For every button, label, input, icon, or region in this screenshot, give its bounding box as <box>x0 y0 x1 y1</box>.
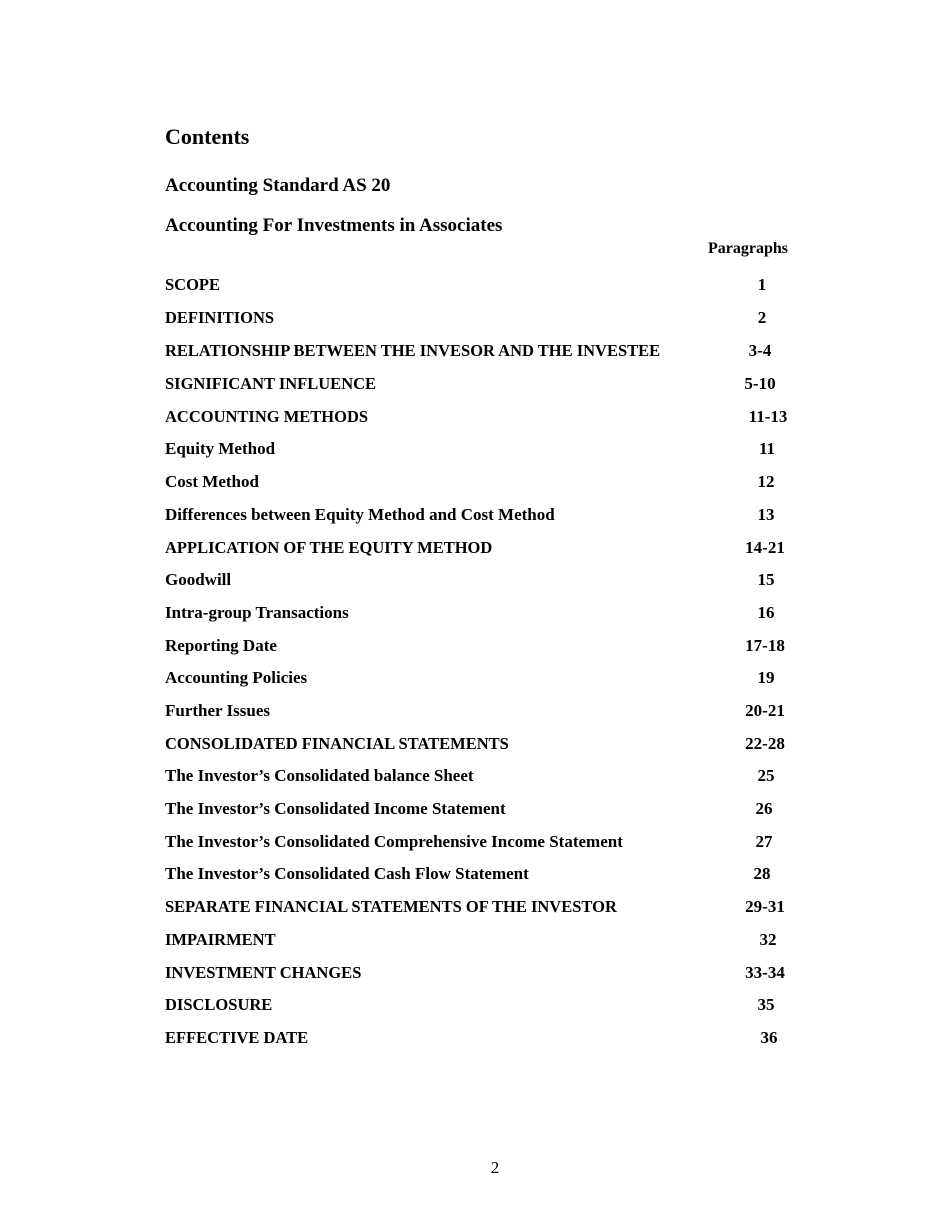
toc-entry-label: Accounting Policies <box>165 668 308 687</box>
toc-entry-label: Intra-group Transactions <box>165 603 349 622</box>
toc-row[interactable] <box>165 830 865 856</box>
toc-row[interactable] <box>165 634 865 660</box>
toc-row[interactable] <box>165 797 865 823</box>
toc-row[interactable] <box>165 699 865 725</box>
toc-entry-label: Cost Method <box>165 472 259 491</box>
toc-entry-label: SEPARATE FINANCIAL STATEMENTS OF THE INVESTOR <box>165 897 617 916</box>
toc-entry-paragraphs: 5-10 <box>744 374 776 393</box>
toc-entry-paragraphs: 25 <box>757 766 775 785</box>
toc-entry-label: RELATIONSHIP BETWEEN THE INVESOR AND THE INVESTEE <box>165 341 661 360</box>
toc-entry-paragraphs: 35 <box>757 995 775 1014</box>
toc-row[interactable] <box>165 405 865 431</box>
toc-entry-paragraphs: 32 <box>759 930 777 949</box>
toc-entry-paragraphs: 15 <box>757 570 775 589</box>
toc-entry-paragraphs: 22-28 <box>745 734 785 753</box>
toc-entry-paragraphs: 11 <box>758 439 776 458</box>
toc-row[interactable] <box>165 895 865 921</box>
toc-row[interactable] <box>165 536 865 562</box>
toc-entry-label: DISCLOSURE <box>165 995 273 1014</box>
toc-entry-paragraphs: 12 <box>757 472 775 491</box>
toc-entry-label: IMPAIRMENT <box>165 930 276 949</box>
toc-row[interactable] <box>165 961 865 987</box>
toc-entry-paragraphs: 36 <box>760 1028 778 1047</box>
toc-entry-label: ACCOUNTING METHODS <box>165 407 369 426</box>
toc-entry-label: Equity Method <box>165 439 276 458</box>
toc-row[interactable] <box>165 862 865 888</box>
toc-entry-label: INVESTMENT CHANGES <box>165 963 362 982</box>
toc-entry-paragraphs: 2 <box>757 308 767 327</box>
toc-entry-paragraphs: 26 <box>755 799 773 818</box>
toc-entry-label: Reporting Date <box>165 636 277 655</box>
toc-row[interactable] <box>165 764 865 790</box>
toc-entry-paragraphs: 17-18 <box>745 636 785 655</box>
toc-entry-paragraphs: 3-4 <box>748 341 772 360</box>
toc-row[interactable] <box>165 470 865 496</box>
toc-entry-label: SCOPE <box>165 275 221 294</box>
toc-row[interactable] <box>165 306 865 332</box>
toc-entry-label: CONSOLIDATED FINANCIAL STATEMENTS <box>165 734 509 753</box>
toc-row[interactable] <box>165 928 865 954</box>
toc-entry-paragraphs: 11-13 <box>748 407 788 426</box>
toc-entry-paragraphs: 1 <box>757 275 767 294</box>
paragraphs-column-header: Paragraphs <box>708 240 788 257</box>
toc-entry-label: Goodwill <box>165 570 232 589</box>
subject-title: Accounting For Investments in Associates <box>165 215 503 236</box>
contents-title: Contents <box>165 124 250 149</box>
toc-entry-label: EFFECTIVE DATE <box>165 1028 309 1047</box>
toc-entry-paragraphs: 14-21 <box>745 538 785 557</box>
toc-entry-paragraphs: 29-31 <box>745 897 785 916</box>
toc-entry-label: The Investor’s Consolidated Cash Flow Statement <box>165 864 529 883</box>
toc-entry-label: DEFINITIONS <box>165 308 275 327</box>
toc-entry-label: Differences between Equity Method and Cost Method <box>165 505 555 524</box>
toc-entry-label: Further Issues <box>165 701 270 720</box>
toc-entry-label: The Investor’s Consolidated Income Statement <box>165 799 506 818</box>
toc-entry-paragraphs: 19 <box>757 668 775 687</box>
toc-row[interactable] <box>165 568 865 594</box>
toc-row[interactable] <box>165 273 865 299</box>
standard-title: Accounting Standard AS 20 <box>165 175 391 196</box>
toc-row[interactable] <box>165 339 865 365</box>
toc-entry-paragraphs: 28 <box>753 864 771 883</box>
toc-entry-label: The Investor’s Consolidated Comprehensive Income Statement <box>165 832 623 851</box>
toc-row[interactable] <box>165 437 865 463</box>
toc-entry-label: APPLICATION OF THE EQUITY METHOD <box>165 538 493 557</box>
toc-row[interactable] <box>165 666 865 692</box>
toc-entry-paragraphs: 33-34 <box>745 963 785 982</box>
toc-entry-paragraphs: 16 <box>757 603 775 622</box>
page-number: 2 <box>490 1158 500 1177</box>
toc-entry-paragraphs: 20-21 <box>745 701 785 720</box>
toc-entry-label: SIGNIFICANT INFLUENCE <box>165 374 377 393</box>
toc-row[interactable] <box>165 372 865 398</box>
toc-entry-paragraphs: 13 <box>757 505 775 524</box>
toc-row[interactable] <box>165 993 865 1019</box>
toc-row[interactable] <box>165 732 865 758</box>
toc-row[interactable] <box>165 1026 865 1052</box>
toc-entry-label: The Investor’s Consolidated balance Sheet <box>165 766 474 785</box>
toc-entry-paragraphs: 27 <box>755 832 773 851</box>
toc-row[interactable] <box>165 601 865 627</box>
toc-row[interactable] <box>165 503 865 529</box>
